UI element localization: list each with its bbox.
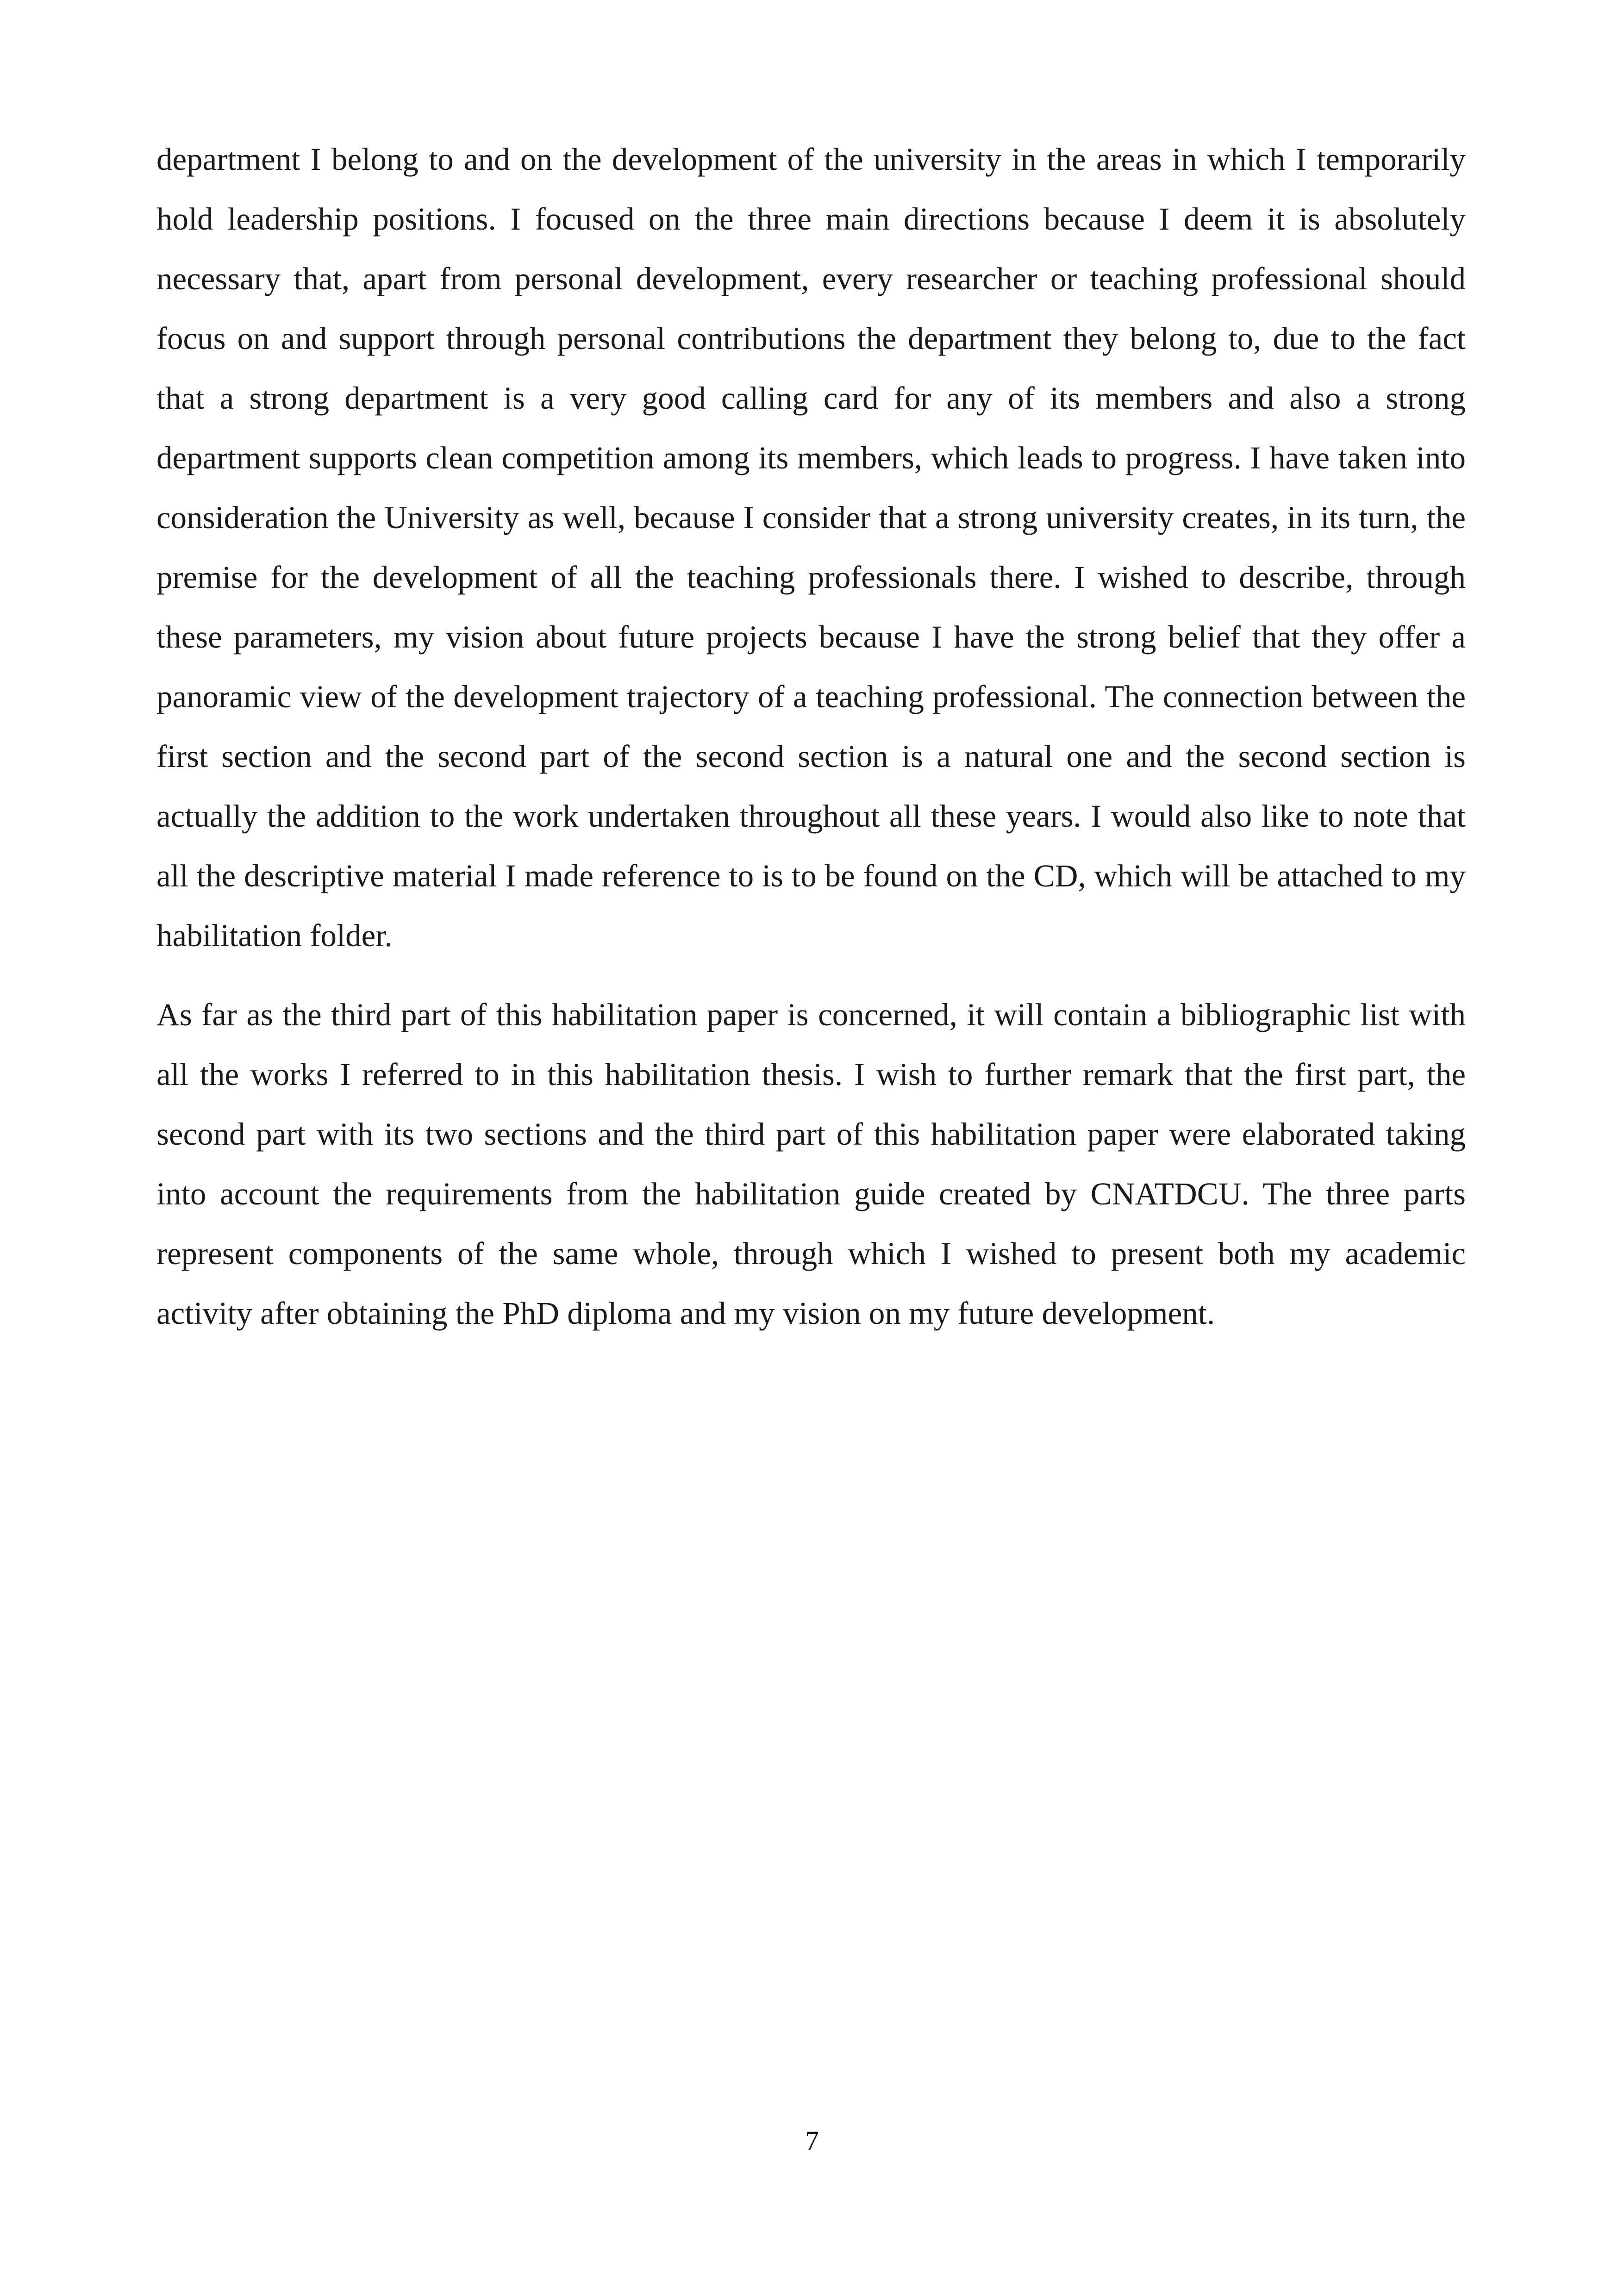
paragraph-2: As far as the third part of this habilitation paper is concerned, it will contain a bibliographic list with all the works I referred to in this habilitation thesis. I wish to further remark that the first part, the second part with its two sections and the third part of this habilitation paper were elaborated taking into account the requirements from the habilitation guide created by CNATDCU. The three parts represent components of the same whole, through which I wished to present both my academic activity after obtaining the PhD diploma and my vision on my future development.	[156, 997, 1466, 1331]
body-text	[156, 130, 1466, 1343]
page-number: 7	[805, 2126, 819, 2156]
paragraph-1: department I belong to and on the development of the university in the areas in which I temporarily hold leadership positions. I focused on the three main directions because I deem it is absolutely necessary that, apart from personal development, every researcher or teaching professional should focus on and support through personal contributions the department they belong to, due to the fact that a strong department is a very good calling card for any of its members and also a strong department supports clean competition among its members, which leads to progress. I have taken into consideration the University as well, because I consider that a strong university creates, in its turn, the premise for the development of all the teaching professionals there. I wished to describe, through these parameters, my vision about future projects because I have the strong belief that they offer a panoramic view of the development trajectory of a teaching professional. The connection between the first section and the second part of the second section is a natural one and the second section is actually the addition to the work undertaken throughout all these years. I would also like to note that all the descriptive material I made reference to is to be found on the CD, which will be attached to my habilitation folder.	[156, 142, 1466, 953]
